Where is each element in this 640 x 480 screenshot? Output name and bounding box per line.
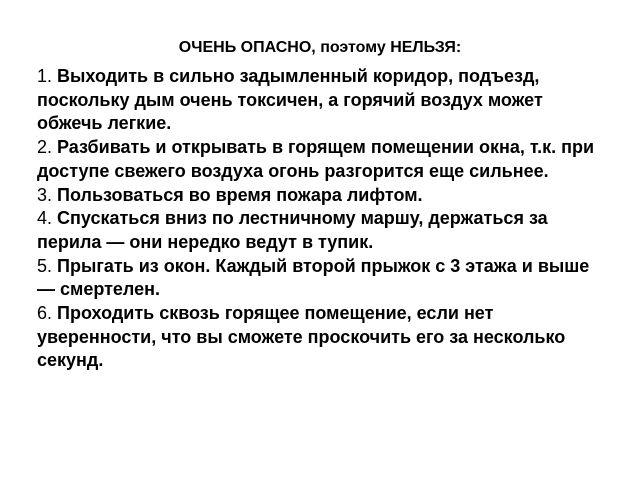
rule-text: Выходить в сильно задымленный коридор, подъезд, поскольку дым очень токсичен, а горячий воздух может обжечь легкие. bbox=[37, 66, 543, 134]
rule-number: 6. bbox=[37, 303, 53, 324]
rule-number: 1. bbox=[37, 66, 53, 86]
rule-item-5 bbox=[37, 255, 603, 302]
rule-text: Пользоваться во время пожара лифтом. bbox=[57, 184, 423, 205]
rule-text: Разбивать и открывать в горящем помещении окна, т.к. при доступе свежего воздуха огонь разгорится еще сильнее. bbox=[37, 137, 595, 181]
rule-item-2 bbox=[37, 136, 603, 183]
rule-item-4 bbox=[37, 207, 603, 254]
rule-text: Проходить сквозь горящее помещение, если нет уверенности, что вы сможете проскочить его за несколько секунд. bbox=[37, 303, 566, 371]
rule-item-1 bbox=[37, 65, 603, 136]
rule-list bbox=[37, 65, 603, 373]
rule-number: 5. bbox=[37, 255, 53, 276]
rule-text: Прыгать из окон. Каждый второй прыжок с 3 этажа и выше — смертелен. bbox=[37, 255, 590, 300]
rule-text: Спускаться вниз по лестничному маршу, держаться за перила — они нередко ведут в тупик. bbox=[37, 208, 548, 252]
rule-number: 3. bbox=[37, 184, 53, 205]
rule-number: 4. bbox=[37, 208, 53, 229]
rule-item-6 bbox=[37, 302, 603, 373]
rule-item-3 bbox=[37, 184, 603, 208]
page-title: ОЧЕНЬ ОПАСНО, поэтому НЕЛЬЗЯ: bbox=[178, 39, 462, 56]
slide-content bbox=[37, 37, 603, 373]
rule-number: 2. bbox=[37, 137, 53, 158]
